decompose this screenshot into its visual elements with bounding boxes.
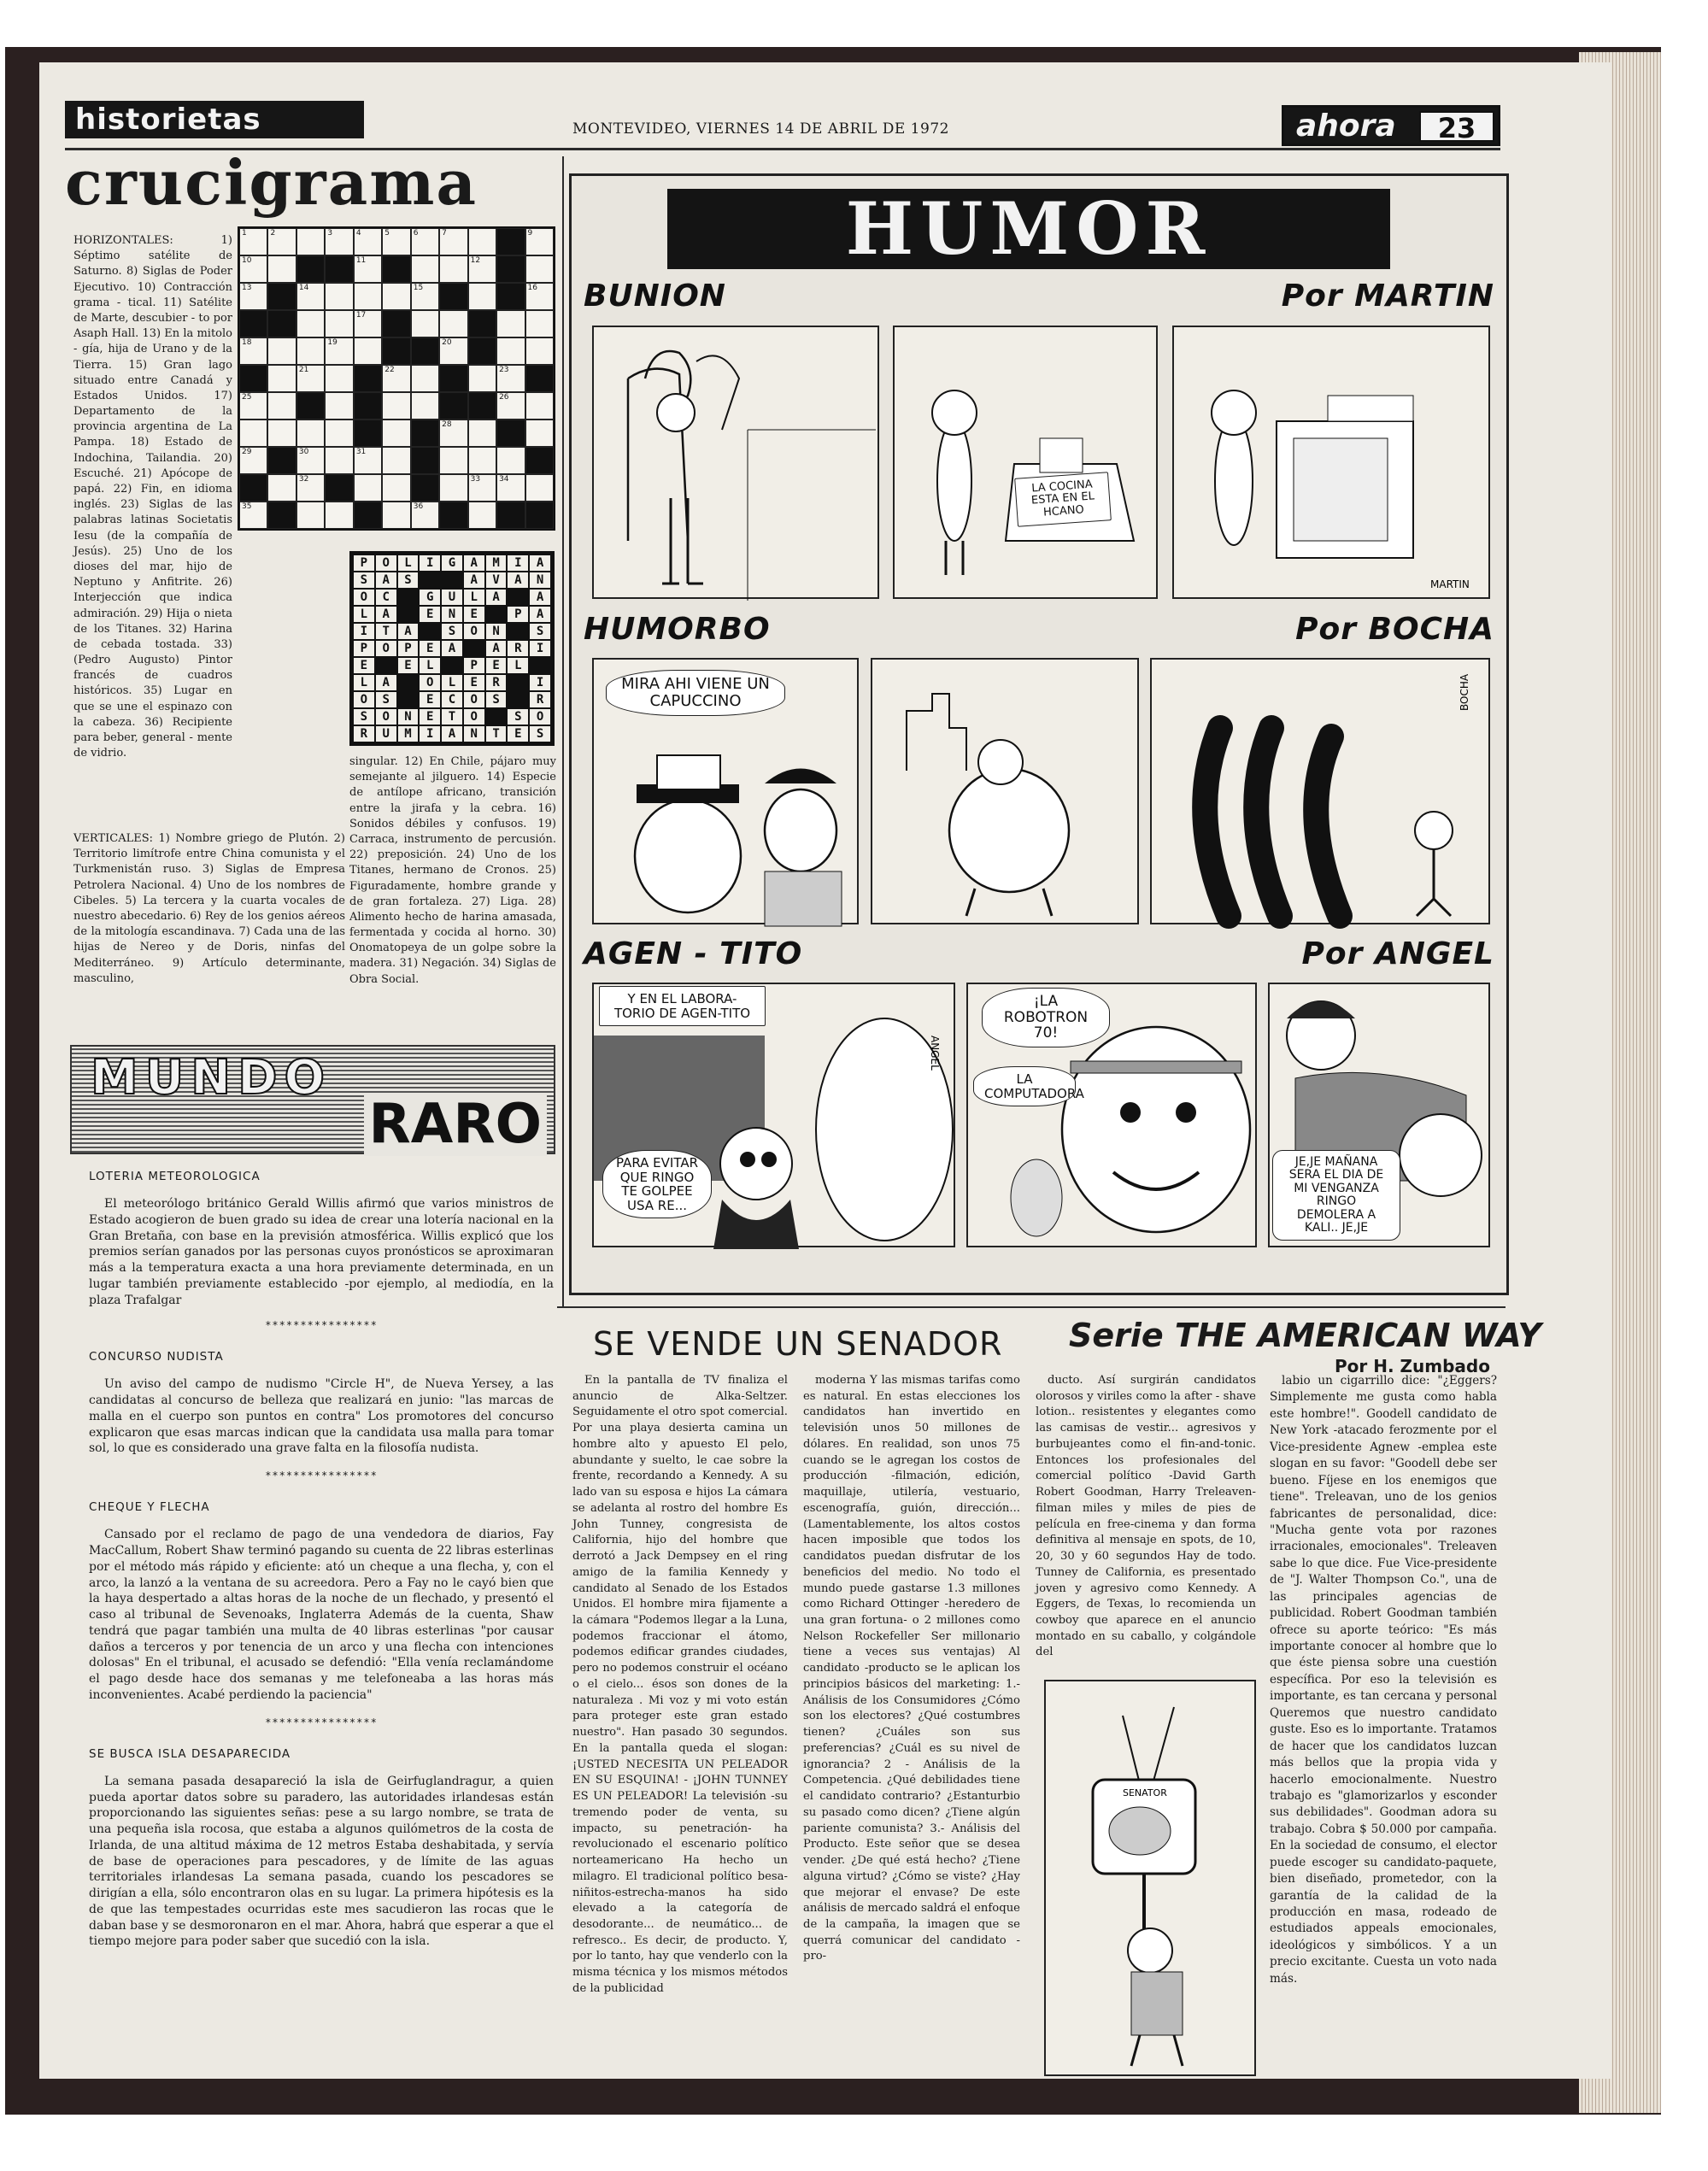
crossword-cell[interactable] [325,310,353,337]
polygram-cell [508,624,528,639]
polygram-cell: A [486,590,507,605]
crossword-cell[interactable]: 9 [525,228,554,255]
crossword-cell[interactable]: 15 [411,283,439,310]
polygram-cell: S [530,624,550,639]
polygram-cell: E [486,658,507,673]
article-body-loteria: El meteorólogo británico Gerald Willis afirmó que varios ministros de Estado acogieron de buen grado su idea de crear una lotería nacional en la Gran Bretaña, con base en la previsión atmosférica. Willis explicó que los premios serían ganados por las personas cuyos pronósticos se aproximaran más a la temperatura exacta a una hora previamente determinada, en un lugar también previamente establecido -por ejemplo, al mediodía, en la plaza Trafalgar [89,1197,554,1307]
polygram-cell: T [376,624,396,639]
senador-column-2: moderna Y las mismas tarifas como es natural. En estas elecciones los candidatos han invertido en televisión unos 50 millones de dólares. En realidad, son unos 75 cuando se le agregan los costos de producción -filmación, edición, maquillaje, utilería, vestuario, escenografía, guión, dirección... (Lamentablemente, los altos costos hacen imposible que todos los candidatos puedan disfrutar de los beneficios del medio. No todo el mundo puede gastarse 1.3 millones como Richard Ottinger -heredero de una gran fortuna- o 2 millones como Nelson Rockefeller Ser millonario tiene a veces sus ventajas) Al candidato -producto se le aplican los principios básicos del marketing: 1.- Análisis de los Consumidores ¿Cómo son los electores? ¿Qué costumbres tienen? ¿Cuáles son sus preferencias? ¿Cuál es su nivel de ignorancia? 2 - Análisis de la Competencia. ¿Qué debilidades tiene el candidato contrario? ¿Estanturbio su pasado como dicen? ¿Tiene algún pariente comunista? 3.- Análisis del Producto. Este señor que se desea vender. ¿De qué está hecho? ¿Tiene alguna virtud? ¿Cómo se viste? ¿Hay que mejorar el envase? De este análisis de mercado saldrá el enfoque de la campaña, la imagen que se querrá comunicar del candidato - pro- [803,1374,1020,1963]
polygram-cell: O [376,555,396,571]
polygram-cell: R [354,726,374,742]
crossword-cell [468,337,496,365]
polygram-cell [376,658,396,673]
polygram-cell [508,675,528,690]
crossword-cell[interactable] [468,283,496,310]
bunion-panel-1 [592,326,879,599]
crossword-cell[interactable] [525,420,554,447]
crossword-cell[interactable] [382,474,410,502]
crossword-cell[interactable] [354,337,382,365]
agentito-credit: ANGEL [929,1036,941,1071]
senador-headline: SE VENDE UN SENADOR [593,1325,1003,1363]
crossword-cell[interactable] [411,310,439,337]
crossword-horizontal-clues-cont [73,538,345,829]
crossword-cell [411,337,439,365]
polygram-cell: O [464,624,484,639]
crossword-cell[interactable] [325,283,353,310]
newspaper-page [39,62,1611,2079]
polygram-cell: O [420,675,440,690]
polygram-cell: U [376,726,396,742]
crossword-cell [354,365,382,392]
crossword-cell[interactable]: 20 [439,337,467,365]
crossword-cell[interactable]: 31 [354,447,382,474]
polygram-cell: P [398,641,419,656]
polygram-cell: E [464,675,484,690]
crossword-cell[interactable]: 14 [296,283,325,310]
polygram-cell [420,624,440,639]
polygram-cell: O [354,692,374,707]
crossword-cell[interactable]: 11 [354,255,382,283]
polygram-cell [486,709,507,725]
article-heading-nudista: CONCURSO NUDISTA [89,1350,224,1364]
crossword-cell [354,392,382,420]
crossword-cell [239,310,267,337]
crossword-cell[interactable] [411,255,439,283]
crossword-cell[interactable] [267,255,296,283]
crossword-cell[interactable] [468,228,496,255]
crossword-cell [496,255,525,283]
polygram-cell: A [376,675,396,690]
crossword-cell[interactable]: 12 [468,255,496,283]
crossword-cell [439,502,467,529]
crossword-cell [296,392,325,420]
polygram-cell [398,675,419,690]
crossword-cell[interactable]: 30 [296,447,325,474]
crossword-cell[interactable] [267,474,296,502]
crossword-cell[interactable] [382,502,410,529]
strip-agentito-author: Por ANGEL [1301,936,1494,971]
polygram-cell: A [530,555,550,571]
polygram-cell: O [354,590,374,605]
bunion-phone-drawing [594,327,881,601]
crossword-cell[interactable] [439,474,467,502]
bunion-panel-2 [893,326,1158,599]
crossword-cell[interactable]: 13 [239,283,267,310]
crossword-cell [354,420,382,447]
senator-cartoon [1044,1680,1256,2076]
crossword-cell[interactable] [496,310,525,337]
polygram-cell: I [420,555,440,571]
polygram-cell: O [464,709,484,725]
polygram-cell: A [508,572,528,588]
polygram-cell [398,590,419,605]
polygram-cell: L [420,658,440,673]
separator-2: **************** [265,1470,378,1482]
crossword-cell[interactable]: 29 [239,447,267,474]
bunion-credit: MARTIN [1430,578,1470,590]
polygram-cell: E [420,709,440,725]
crossword-cell [411,474,439,502]
crossword-cell[interactable] [267,420,296,447]
crossword-cell [525,502,554,529]
polygram-cell: I [508,555,528,571]
polygram-cell: N [486,624,507,639]
crossword-cell[interactable] [382,447,410,474]
polygram-cell [508,692,528,707]
polygram-cell: O [464,692,484,707]
crossword-cell[interactable] [525,310,554,337]
polygram-cell: U [442,590,462,605]
crossword-cell[interactable]: 34 [496,474,525,502]
crossword-cell[interactable]: 2 [267,228,296,255]
polygram-cell: E [354,658,374,673]
polygram-cell: T [442,709,462,725]
senador-column-1: En la pantalla de TV finaliza el anuncio de Alka-Seltzer. Seguidamente el otro spot comercial. Por una playa desierta camina un hombre alto y apuesto El pelo, abundante y suelto, le cae sobre la frente, recordando a Kennedy. A su lado van su esposa e hijos La cámara se adelanta al rostro del hombre Es John Tunney, congresista de California, hijo del hombre que derrotó a Jack Dempsey en el ring amigo de la familia Kennedy y candidato al Senado de los Estados Unidos. El hombre mira fijamente a la cámara "Podemos llegar a la Luna, podemos fraccionar el átomo, podemos edificar grandes ciudades, pero no podemos construir el océano o el cielo... ésos son dones de la naturaleza . Mi voz y mi voto están para proteger este gran estado nuestro". Han pasado 30 segundos. En la pantalla queda el slogan: ¡USTED NECESITA UN PELEADOR EN SU ESQUINA! - ¡JOHN TUNNEY ES UN PELEADOR! La televisión -su tremendo poder de venta, su impacto, su penetración- ha revolucionado el escenario político norteamericano Ha hecho un milagro. El tradicional político besa-niñitos-estrecha-manos ha sido elevado a la categoría de desodorante... de neumático... de refresco.. Es decir, de producto. Y, por lo tanto, hay que venderlo con la misma técnica y los mismos métodos de la publicidad [572,1374,788,1995]
left-column-rule [562,156,564,1306]
crossword-vertical-clues: VERTICALES: 1) Nombre griego de Plutón. 2) Territorio limítrofe entre China comunista y el Turkmenistán ruso. 3) Siglas de Empresa Petrolera Nacional. 4) Uno de los nombres de Cibeles. 5) La tercera y la cuarta vocales de nuestro abecedario. 6) Rey de los genios aéreos de la mitología escandinava. 7) Cada una de las hijas de Nereo y de Doris, ninfas del Mediterráneo. 9) Artículo determinante, masculino, [73,832,345,985]
crossword-vertical-clues-cont: singular. 12) En Chile, pájaro muy semejante al jilguero. 14) Especie de antílope africano, transición entre la jirafa y la cebra. 16) Sonidos débiles y confusos. 19) Carraca, instrumento de percusión. 22) preposición. 24) Uno de los Titanes, hermano de Cronos. 25) Figuradamente, hombre grande y de gran fortaleza. 27) Liga. 28) Alimento hecho de harina amasada, fermentada y cocida al horno. 30) Onomatopeya de un golpe sobre la madera. 31) Negación. 34) Siglas de Obra Social. [349,755,556,986]
polygram-cell [464,641,484,656]
polygram-cell: L [508,658,528,673]
crossword-cell[interactable] [439,255,467,283]
senator-tv-drawing [1046,1681,1258,2078]
polygram-cell: A [464,572,484,588]
polygram-cell: N [442,607,462,622]
strip-agentito-title: AGEN - TITO [584,936,803,971]
polygram-cell: G [420,590,440,605]
bunion-kitchen-drawing [1174,327,1492,601]
crossword-cell[interactable]: 10 [239,255,267,283]
polygram-cell: P [464,658,484,673]
polygram-cell: S [442,624,462,639]
crossword-cell [496,502,525,529]
american-way-title: Serie THE AMERICAN WAY [1069,1317,1541,1354]
polygram-cell: I [354,624,374,639]
agentito-bubble-venganza: JE,JE MAÑANA SERA EL DIA DE MI VENGANZA RINGO DEMOLERA A KALI.. JE,JE [1272,1150,1400,1241]
senator-sign: SENATOR [1123,1787,1167,1798]
polygram-cell: S [376,692,396,707]
polygram-cell: A [530,590,550,605]
senador-column-3: ducto. Así surgirán candidatos olorosos y viriles como la after - shave lotion.. resistentes y elegantes como las camisas de vestir... agresivos y burbujeantes como el fin-and-tonic. Entonces los profesionales del comercial político -David Garth Robert Goodman, Harry Treleaven- filman miles y miles de pies de película en free-cinema y dan forma definitiva al mensaje en spots, de 10, 20, 30 y 60 segundos Hay de todo. Tunney de California, es presentado joven y agresivo como Kennedy. A Eggers, de Texas, lo recomienda un cowboy que aparece en el anuncio montado en su caballo, y colgándole del [1036,1374,1256,1659]
bunion-table-drawing [895,327,1159,601]
bunion-panel-3 [1172,326,1490,599]
crossword-cell[interactable] [325,502,353,529]
mundo-raro-banner [70,1045,555,1154]
humorbo-credit: BOCHA [1459,673,1470,711]
crossword-cell[interactable]: 25 [239,392,267,420]
crossword-cell[interactable] [468,502,496,529]
crossword-cell[interactable]: 17 [354,310,382,337]
polygram-cell: P [354,641,374,656]
polygram-cell: A [464,555,484,571]
strip-humorbo-title: HUMORBO [584,612,771,647]
polygram-cell [398,692,419,707]
crossword-cell [267,283,296,310]
polygram-cell: R [508,641,528,656]
crossword-cell[interactable] [496,447,525,474]
polygram-grid [349,551,555,746]
crossword-cell[interactable] [325,392,353,420]
polygram-cell: L [464,590,484,605]
crossword-cell[interactable]: 5 [382,228,410,255]
crossword-cell[interactable] [411,392,439,420]
polygram-cell: E [508,726,528,742]
crossword-cell[interactable] [525,255,554,283]
crossword-cell[interactable]: 23 [496,365,525,392]
polygram-cell: A [442,726,462,742]
polygram-cell: T [486,726,507,742]
polygram-cell: A [376,607,396,622]
polygram-cell: L [442,675,462,690]
polygram-cell: P [508,607,528,622]
polygram-cell: S [486,692,507,707]
crossword-cell[interactable]: 6 [411,228,439,255]
crossword-cell[interactable]: 26 [496,392,525,420]
crossword-cell[interactable] [382,420,410,447]
crossword-cell[interactable] [496,337,525,365]
crossword-cell[interactable] [411,365,439,392]
crossword-cell [496,420,525,447]
humor-title-bar: HUMOR [667,189,1390,269]
mundo-title: MUNDO [91,1050,332,1106]
polygram-cell [442,572,462,588]
crossword-cell [468,392,496,420]
polygram-cell: S [530,726,550,742]
mundo-raro-column [89,1169,554,2079]
crossword-cell[interactable] [525,337,554,365]
polygram-cell: M [486,555,507,571]
polygram-cell [420,572,440,588]
crossword-cell[interactable]: 16 [525,283,554,310]
crossword-cell[interactable]: 21 [296,365,325,392]
crossword-cell[interactable]: 19 [325,337,353,365]
crossword-cell [382,255,410,283]
crossword-cell [439,283,467,310]
polygram-cell: S [354,572,374,588]
article-heading-loteria: LOTERIA METEOROLOGICA [89,1170,261,1183]
crossword-cell[interactable] [382,392,410,420]
article-heading-cheque: CHEQUE Y FLECHA [89,1500,210,1515]
polygram-cell: A [442,641,462,656]
crossword-cell[interactable]: 1 [239,228,267,255]
strip-humorbo-author: Por BOCHA [1295,612,1494,647]
crossword-cell[interactable] [267,337,296,365]
humor-bottom-rule [557,1306,1506,1308]
agentito-caption-1: Y EN EL LABORA- TORIO DE AGEN-TITO [599,986,766,1026]
polygram-cell: A [530,607,550,622]
crossword-cell [496,283,525,310]
crossword-cell[interactable] [267,392,296,420]
humorbo-panel-3 [1150,658,1490,924]
polygram-cell: S [508,709,528,725]
american-way-author: Por H. Zumbado [1335,1356,1490,1376]
crossword-title: crucigrama [65,146,478,219]
crossword-cell[interactable] [325,365,353,392]
polygram-cell: E [420,607,440,622]
crossword-cell [525,447,554,474]
polygram-cell: L [354,607,374,622]
separator-1: **************** [265,1319,378,1332]
polygram-cell: O [376,709,396,725]
polygram-cell: N [530,572,550,588]
strip-bunion-author: Por MARTIN [1281,279,1494,314]
polygram-cell: V [486,572,507,588]
polygram-cell: I [420,726,440,742]
polygram-cell: E [398,658,419,673]
crossword-cell[interactable] [325,447,353,474]
polygram-cell [442,658,462,673]
crossword-cell [325,255,353,283]
polygram-cell [398,607,419,622]
article-heading-isla: SE BUSCA ISLA DESAPARECIDA [89,1746,291,1761]
agentito-bubble-robotron: ¡LA ROBOTRON 70! [982,988,1110,1047]
crossword-cell[interactable]: 28 [439,420,467,447]
crossword-cell[interactable] [525,392,554,420]
humor-section [569,173,1509,1295]
crossword-cell[interactable]: 36 [411,502,439,529]
crossword-cell[interactable] [439,447,467,474]
separator-3: **************** [265,1716,378,1728]
crossword-cell [439,392,467,420]
crossword-cell[interactable]: 4 [354,228,382,255]
agentito-bubble-computadora: LA COMPUTADORA [973,1066,1076,1106]
crossword-cell [267,447,296,474]
crossword-cell [239,365,267,392]
polygram-cell: R [530,692,550,707]
polygram-cell: I [530,641,550,656]
polygram-cell: P [354,555,374,571]
crossword-cell[interactable] [525,474,554,502]
polygram-cell: E [420,641,440,656]
crossword-cell [296,255,325,283]
crossword-cell[interactable] [296,337,325,365]
humorbo-capuccino-drawing [1152,660,1492,926]
crossword-cell[interactable]: 22 [382,365,410,392]
crossword-cell [382,337,410,365]
polygram-cell: I [530,675,550,690]
crossword-cell[interactable]: 32 [296,474,325,502]
article-body-cheque: Cansado por el reclamo de pago de una vendedora de diarios, Fay MacCallum, Robert Shaw terminó pagando su cuenta de 22 libras esterlinas por el método más rápido y eficiente: ató un cheque a una flecha, y, con el arco, la lanzó a la ventana de su acreedora. Pero a Fay no le cayó bien que la haya despertado a altas horas de la noche de un flechado, y presentó el caso al tribunal de Sevenoaks, Inglaterra Además de la cuenta, Shaw tendrá que pagar también una multa de 40 libras esterlinas "por causar daños a terceros y por tenencia de un arco y una flecha con intenciones dolosas" En el tribunal, el acusado se defendió: "Ella venía reclamándome el pago desde hace dos semanas y me telefoneaba a las horas más inconvenientes. Acabé perdiendo la paciencia" [89,1528,554,1702]
humorbo-panel-2 [871,658,1139,924]
crossword-cell[interactable]: 33 [468,474,496,502]
polygram-cell: E [464,607,484,622]
polygram-cell: A [486,641,507,656]
polygram-cell: L [354,675,374,690]
crossword-cell[interactable]: 35 [239,502,267,529]
crossword-cell[interactable] [468,365,496,392]
crossword-cell[interactable] [439,310,467,337]
polygram-cell: A [398,624,419,639]
crossword-cell [468,310,496,337]
polygram-cell: S [354,709,374,725]
polygram-cell: M [398,726,419,742]
crossword-cell[interactable] [354,283,382,310]
article-body-nudista: Un aviso del campo de nudismo "Circle H", de Nueva Yersey, a las candidatas al concurso de belleza que realizará en junio: "las marcas de malla en el cuerpo son puntos en contra" Los promotores del concurso explicaron que esas marcas indican que la candidata usa malla para tomar sol, lo que es considerado una grave falta en la filosofía nudista. [89,1377,554,1456]
crossword-horizontal-clues: HORIZONTALES: 1) Séptimo satélite de Saturno. 8) Siglas de Poder Ejecutivo. 10) Contracción grama - tical. 11) Satélite de Marte, descubier - to por Asaph Hall. 13) En la mitolo - gía, hija de Urano y de la Tierra. 15) Gran lago situado entre Canadá y Estados Unidos. 17) Departamento de la provincia argentina de La Pampa. 18) Estado de Indochina, Tailandia. 20) Escuché. 21) Apócope de papá. 22) Fin, en idioma inglés. 23) Siglas de las palabras latinas Societatis Iesu (de la compañía de Jesús). 25) Uno de los dioses del mar, hijo de Neptuno y Anfitrite. 26) Interjección que indica admiración. 29) Hija o nieta de los Titanes. 32) Harina de cebada tostada. 33) (Pedro Augusto) Pintor francés de cuadros históricos. 35) Lugar en que se une el espinazo con la cabeza. 36) Recipiente para beber, general - mente de vidrio. [73,234,232,760]
crossword-cell [267,502,296,529]
brand-name: ahora [1296,109,1396,144]
crossword-cell [496,228,525,255]
polygram-cell: E [420,692,440,707]
crossword-cell[interactable] [354,474,382,502]
polygram-cell: L [398,555,419,571]
polygram-cell [486,607,507,622]
crossword-cell[interactable] [325,420,353,447]
polygram-cell [508,590,528,605]
dateline: MONTEVIDEO, VIERNES 14 DE ABRIL DE 1972 [572,120,949,138]
polygram-cell: S [398,572,419,588]
polygram-cell: O [530,709,550,725]
crossword-cell [525,365,554,392]
polygram-cell: N [464,726,484,742]
polygram-cell: G [442,555,462,571]
crossword-cell[interactable] [296,228,325,255]
polygram-cell: A [376,572,396,588]
crossword-cell[interactable]: 3 [325,228,353,255]
polygram-cell: O [376,641,396,656]
crossword-cell [325,474,353,502]
polygram-cell: C [376,590,396,605]
crossword-cell[interactable] [296,310,325,337]
scanned-page-background [5,47,1661,2115]
crossword-cell [411,420,439,447]
agentito-bubble-usare: PARA EVITAR QUE RINGO TE GOLPEE USA RE... [602,1150,712,1218]
bunion-sign: LA COCINA ESTA EN EL HCANO [1014,472,1112,526]
crossword-cell [354,502,382,529]
crossword-cell[interactable] [239,420,267,447]
crossword-cell[interactable] [296,420,325,447]
polygram-cell: N [398,709,419,725]
crossword-cell [382,310,410,337]
crossword-cell [239,474,267,502]
page-number: 23 [1419,111,1494,142]
humorbo-fat-man-drawing [872,660,1141,926]
strip-bunion-title: BUNION [584,279,726,314]
crossword-cell[interactable] [296,502,325,529]
crossword-cell[interactable] [382,283,410,310]
polygram-cell [530,658,550,673]
crossword-cell [439,365,467,392]
crossword-grid[interactable] [238,226,555,531]
polygram-cell: R [486,675,507,690]
american-way-column: labio un cigarrillo dice: "¿Eggers? Simplemente me gusta como habla este hombre!". Goodell candidato de New York -atacado ferozmente por el Vice-presidente Agnew -emplea este slogan en su favor: "Goodell debe ser bueno. Fíjese en los enemigos que tiene". Treleavan, uno de los genios fabricantes de personalidad, dice: "Mucha gente vota por razones irracionales, emocionales". Treleaven sabe lo que dice. Fue Vice-presidente de "J. Walter Thompson Co.", una de las principales agencias de publicidad. Robert Goodman también ofrece su aporte teórico: "Es más importante conocer al hombre que lo que éste piensa sobre una cuestión específica. Por eso la televisión es importante, es tan cercana y personal Queremos que nuestro candidato guste. Eso es lo importante. Tratamos de hacer que los candidatos luzcan más bellos que la propia vida y hacerlo emocionalmente. Nuestro trabajo es "glamorizarlos y esconder sus debilidades". Goodman adora su trabajo. Cobra $ 50.000 por campaña. En la sociedad de consumo, el elector puede escoger su candidato-paquete, bien diseñado, prometedor, con la garantía de la calidad de la producción en masa, rodeado de estudiados appeals emocionales, ideológicos y simbólicos. Y a un precio excitante. Cuesta un voto nada más. [1270,1374,1497,1986]
crossword-cell[interactable]: 7 [439,228,467,255]
crossword-cell[interactable] [468,420,496,447]
raro-title: RARO [364,1093,548,1156]
crossword-cell[interactable] [267,365,296,392]
brand-box [1282,105,1500,146]
crossword-cell[interactable] [468,447,496,474]
crossword-cell [411,447,439,474]
polygram-cell: C [442,692,462,707]
humorbo-speech-bubble: MIRA AHI VIENE UN CAPUCCINO [606,670,785,716]
article-body-isla: La semana pasada desapareció la isla de Geirfuglandragur, a quien pueda aportar datos sobre su paradero, las autoridades irlandesas están proporcionando las siguientes señas: pese a su largo nombre, se trata de una pequeña isla rocosa, que estaba a algunos quilómetros de la costa de Irlanda, de una altitud máxima de 12 metros Estaba deshabitada, y servía de base de operaciones para pescadores, y de límite de las aguas territoriales irlandesas La semana pasada, cuando los pescadores se dirigían a ella, sólo encontraron olas en su lugar. La primera hipótesis es la de que las tempestades ocurridas este mes sacudieron las rocas que le daban base y se desmoronaron en el mar. Ahora, habrá que esperar a que el tiempo mejore para poder saber que sucedió con la isla. [89,1774,554,1949]
crossword-cell[interactable]: 18 [239,337,267,365]
crossword-cell [267,310,296,337]
section-label: historietas [65,101,364,138]
